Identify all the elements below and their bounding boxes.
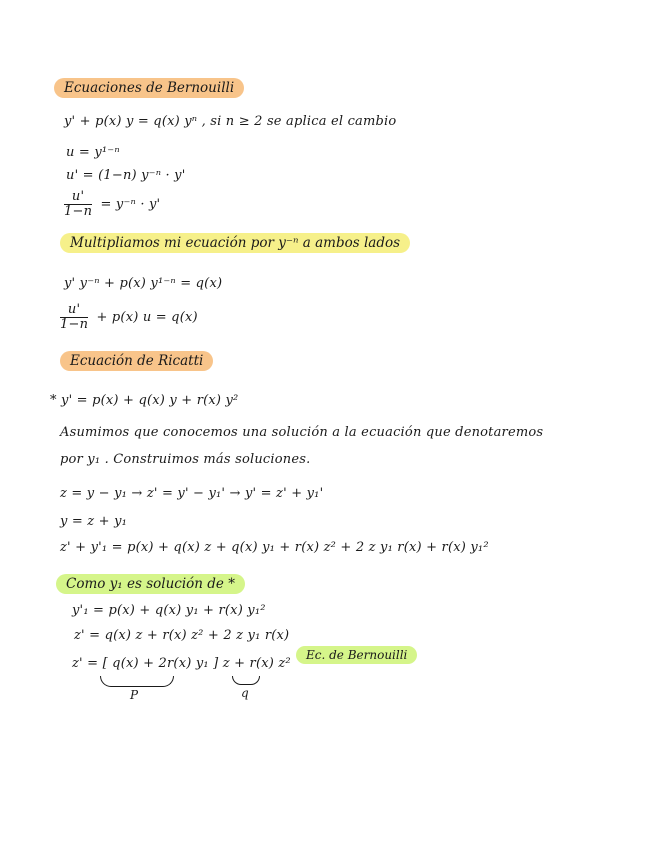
z-derivative-equation: z' = q(x) z + r(x) z² + 2 z y₁ r(x)	[74, 628, 290, 643]
ricatti-text-2: por y₁ . Construimos más soluciones.	[60, 452, 311, 467]
substitution-z: z = y − y₁ → z' = y' − y₁' → y' = z' + y₁'	[60, 486, 324, 501]
brace-p-label: P	[130, 688, 139, 702]
fraction-denominator: 1−n	[60, 317, 89, 332]
multiplied-equation: y' y⁻ⁿ + p(x) y¹⁻ⁿ = q(x)	[64, 276, 223, 291]
ricatti-equation: * y' = p(x) + q(x) y + r(x) y²	[50, 393, 239, 408]
fraction-numerator: u'	[64, 190, 92, 205]
section-title-ricatti: Ecuación de Ricatti	[60, 351, 213, 371]
bernoulli-equation: y' + p(x) y = q(x) yⁿ , si n ≥ 2 se aplica el cambio	[64, 114, 397, 129]
z-bernoulli-form: z' = [ q(x) + 2r(x) y₁ ] z + r(x) z²	[72, 656, 291, 671]
substitution-u: u = y¹⁻ⁿ	[66, 145, 120, 160]
derivative-u: u' = (1−n) y⁻ⁿ · y'	[66, 168, 186, 183]
section-title-bernoulli: Ecuaciones de Bernouilli	[54, 78, 244, 98]
fraction-rhs: + p(x) u = q(x)	[96, 310, 198, 325]
bernoulli-tag: Ec. de Bernouilli	[296, 646, 417, 664]
fraction-denominator: 1−n	[64, 204, 93, 219]
y-expression: y = z + y₁	[60, 514, 128, 529]
brace-q-label: q	[241, 686, 249, 700]
fraction-relation	[64, 190, 160, 219]
fraction-numerator: u'	[60, 303, 88, 318]
y1-solution-equation: y'₁ = p(x) + q(x) y₁ + r(x) y₁²	[72, 603, 266, 618]
fraction-rhs: = y⁻ⁿ · y'	[100, 197, 161, 212]
section-title-multiply: Multipliamos mi ecuación por y⁻ⁿ a ambos lados	[60, 233, 410, 253]
fraction	[64, 190, 92, 219]
ricatti-text-1: Asumimos que conocemos una solución a la ecuación que denotaremos	[60, 425, 544, 440]
brace-q	[232, 676, 260, 685]
fraction	[60, 303, 88, 332]
brace-p	[100, 676, 174, 687]
linear-equation-u	[60, 303, 198, 332]
expanded-equation: z' + y'₁ = p(x) + q(x) z + q(x) y₁ + r(x) z² + 2 z y₁ r(x) + r(x) y₁²	[60, 540, 489, 555]
section-title-como: Como y₁ es solución de *	[56, 574, 245, 594]
